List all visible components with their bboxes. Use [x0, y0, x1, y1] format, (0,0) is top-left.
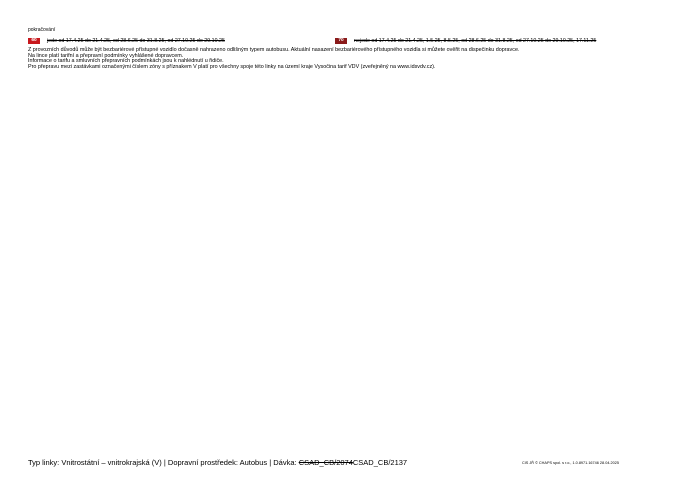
- note-code-badge: 70: [335, 38, 347, 44]
- note-row-70: [335, 37, 596, 44]
- info-line: Informace o tarifu a smluvních přepravních podmínkách jsou k nahlédnutí u řidiče.: [28, 58, 224, 65]
- info-line: Pro přepravu mezi zastávkami označenými číslem zóny s příznakem V platí pro všechny spoje této linky na území kraje Vysočina tarif VDV (zveřejněný na www.idsvdv.cz).: [28, 63, 436, 70]
- copyright-text: CIS JŘ © CHAPS spol. s r.o., 1.0.8971.16746 28.04.2025: [522, 461, 619, 465]
- note-code-badge: 60: [28, 38, 40, 44]
- info-line: Na lince platí tarifní a přepravní podmínky vyhlášené dopravcem.: [28, 52, 184, 59]
- info-line: Z provozních důvodů může být bezbariérové přístupné vozidlo dočasně nahrazeno odlišným typem autobusu. Aktuální nasazení bezbariérového přístupného vozidla si můžete ověřit na dispečinku dopravce.: [28, 47, 520, 53]
- footer-prefix: Typ linky: Vnitrostátní – vnitrokrajská (V) | Dopravní prostředek: Autobus | Dávka:: [28, 458, 299, 467]
- note-row-60: [28, 37, 225, 44]
- footer-line-info: [28, 458, 407, 467]
- continued-label: pokračování: [28, 27, 56, 33]
- footer-batch-new: CSAD_CB/2137: [352, 458, 408, 467]
- note-text: jede od 17.4.25 do 21.4.25, od 28.6.25 do 31.8.25, od 27.10.25 do 29.10.25: [47, 37, 225, 44]
- info-block: [28, 48, 519, 70]
- note-text: nejede od 17.4.25 do 21.4.25, 1.5.25, 8.5.25, od 28.6.25 do 31.8.25, od 27.10.25 do 29.10.25, 17.11.25: [354, 37, 597, 44]
- footer-batch-old: CSAD_CB/2074: [298, 458, 353, 467]
